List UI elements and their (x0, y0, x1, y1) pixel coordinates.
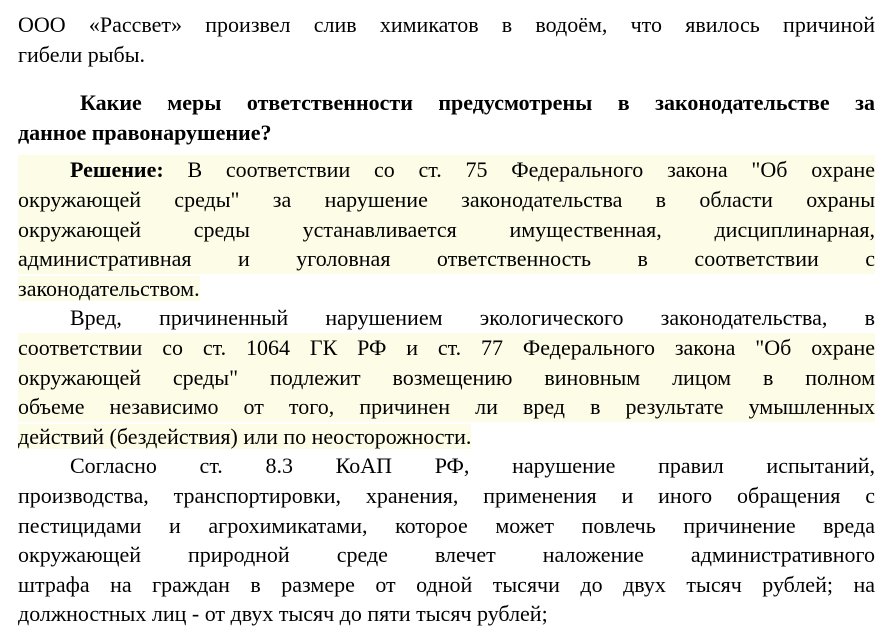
question-line-1: Какие меры ответственности предусмотрены в законодательстве за (80, 90, 875, 116)
intro-line-1: ООО «Рассвет» произвел слив химикатов в водоём, что явилось причиной (18, 12, 875, 37)
solution-p2-line-1: Вред, причиненный нарушением экологического законодательства, в (70, 305, 875, 331)
solution-p3-line-2: производства, транспортировки, хранения, применения и иного обращения с (18, 482, 875, 508)
solution-p2-line-3: окружающей среды" подлежит возмещению виновным лицом в полном (18, 363, 875, 393)
question-line-2: данное правонарушение? (18, 119, 272, 145)
question-heading (18, 88, 875, 147)
solution-p3-line-6: должностных лиц - от двух тысяч до пяти тысяч рублей; (18, 601, 548, 627)
solution-p2-line-4: объеме независимо от того, причинен ли вред в результате умышленных (18, 392, 875, 422)
intro-line-2: гибели рыбы. (18, 41, 145, 67)
solution-p3-line-5: штрафа на граждан в размере от одной тысячи до двух тысяч рублей; на (18, 571, 875, 597)
solution-p2-line-5-text: действий (бездействия) или по неосторожности. (18, 423, 472, 449)
solution-p1-line-3: окружающей среды устанавливается имущественная, дисциплинарная, (18, 215, 875, 245)
solution-p3-line-3: пестицидами и агрохимикатами, которое может повлечь причинение вреда (18, 512, 875, 538)
solution-paragraph-2 (18, 303, 875, 451)
document-page (18, 10, 875, 629)
solution-p1-first-text: В соответствии со ст. 75 Федерального закона "Об охране (163, 157, 875, 183)
solution-label: Решение: (70, 157, 164, 183)
solution-p2-line-2: соответствии со ст. 1064 ГК РФ и ст. 77 Федерального закона "Об охране (18, 333, 875, 363)
solution-p1-line-1 (18, 155, 875, 185)
solution-p3-line-4: окружающей природной среде влечет наложение административного (18, 542, 875, 568)
solution-p1-line-5 (18, 274, 875, 304)
solution-p1-line-5-text: законодательством. (18, 275, 200, 301)
solution-paragraph-1 (18, 155, 875, 303)
solution-paragraph-3 (18, 451, 875, 629)
intro-paragraph (18, 10, 875, 69)
solution-p2-line-5 (18, 422, 875, 452)
solution-p3-line-1: Согласно ст. 8.3 КоАП РФ, нарушение правил испытаний, (70, 453, 875, 479)
solution-p1-line-2: окружающей среды" за нарушение законодательства в области охраны (18, 185, 875, 215)
solution-p1-line-4: административная и уголовная ответственность в соответствии с (18, 244, 875, 274)
